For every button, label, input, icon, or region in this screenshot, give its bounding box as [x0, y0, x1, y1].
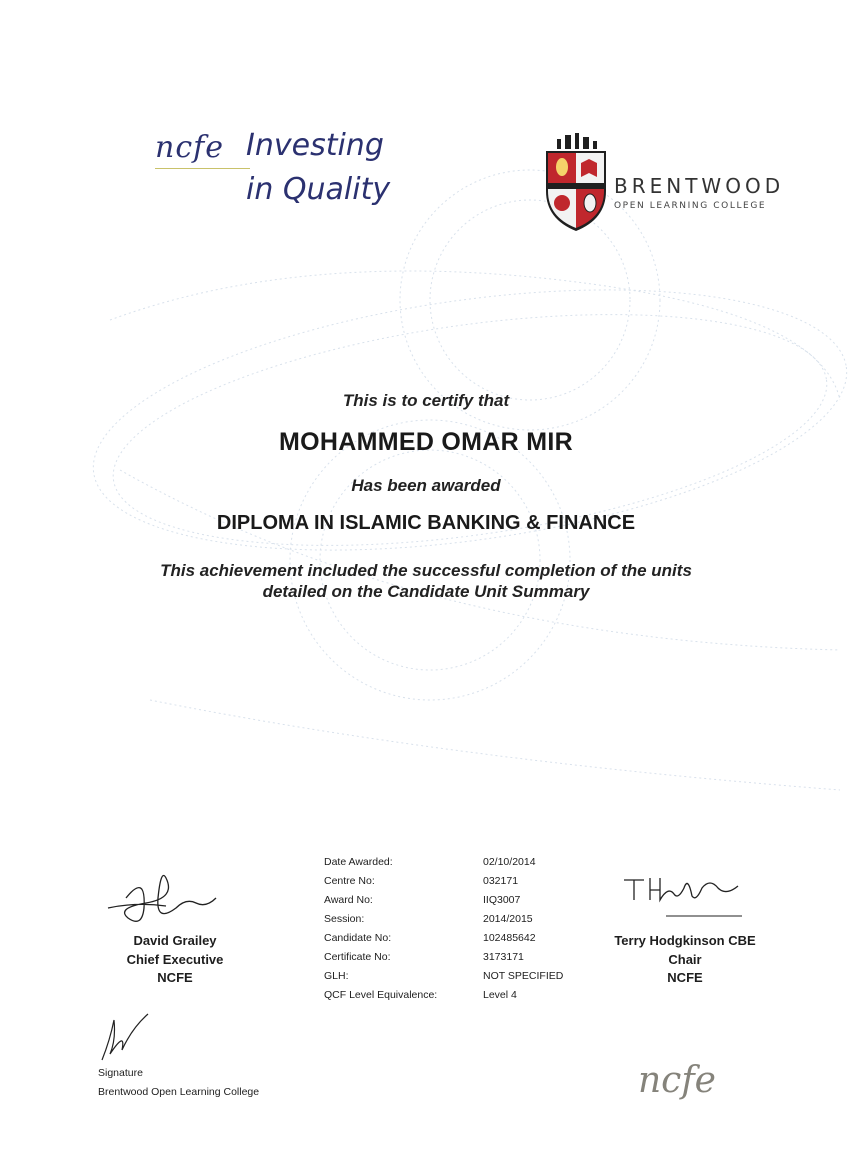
- signatory-left-title: Chief Executive: [126, 951, 224, 967]
- college-signature-label: Signature: [98, 1067, 143, 1079]
- detail-value: 02/10/2014: [483, 856, 536, 868]
- certify-intro: This is to certify that: [342, 391, 510, 410]
- detail-value: NOT SPECIFIED: [483, 970, 564, 982]
- signature-terry-hodgkinson: [618, 866, 748, 922]
- certificate-details: [324, 856, 584, 1008]
- detail-value: IIQ3007: [483, 894, 521, 906]
- logo-divider: [155, 168, 250, 169]
- signatory-right: [600, 932, 770, 988]
- detail-row: [324, 856, 584, 875]
- detail-value: 2014/2015: [483, 913, 533, 925]
- detail-row: [324, 913, 584, 932]
- signatory-right-org: NCFE: [667, 970, 703, 985]
- detail-row: [324, 951, 584, 970]
- ncfe-logo-mark: ncfe: [155, 130, 224, 165]
- qualification-title: DIPLOMA IN ISLAMIC BANKING & FINANCE: [216, 512, 636, 534]
- achievement-line-2: detailed on the Candidate Unit Summary: [262, 582, 590, 601]
- signature-college: [96, 1010, 152, 1064]
- achievement-statement: [0, 560, 852, 602]
- achievement-line-1: This achievement included the successful completion of the units: [160, 561, 692, 580]
- detail-label: Award No:: [324, 894, 373, 906]
- detail-label: Centre No:: [324, 875, 375, 887]
- detail-value: 3173171: [483, 951, 524, 963]
- signatory-right-name: Terry Hodgkinson CBE: [614, 933, 756, 948]
- brentwood-crest-icon: [543, 133, 609, 233]
- recipient-name: MOHAMMED OMAR MIR: [279, 428, 573, 456]
- detail-value: Level 4: [483, 989, 517, 1001]
- detail-row: [324, 989, 584, 1008]
- ncfe-tagline-line1: Investing: [246, 128, 384, 163]
- detail-row: [324, 932, 584, 951]
- detail-label: Candidate No:: [324, 932, 392, 944]
- brentwood-name: BRENTWOOD: [614, 174, 785, 198]
- ncfe-logo: [155, 128, 415, 218]
- awarded-text: Has been awarded: [351, 476, 501, 495]
- signatory-right-title: Chair: [668, 951, 702, 967]
- brentwood-subtitle: OPEN LEARNING COLLEGE: [614, 201, 767, 211]
- college-signature-org: Brentwood Open Learning College: [98, 1086, 260, 1098]
- signatory-left-name: David Grailey: [133, 933, 217, 948]
- detail-row: [324, 894, 584, 913]
- detail-row: [324, 970, 584, 989]
- ncfe-stamp-icon: [632, 1040, 742, 1120]
- ncfe-tagline-line2: in Quality: [246, 172, 391, 207]
- signatory-left-org: NCFE: [157, 970, 193, 985]
- detail-label: Certificate No:: [324, 951, 391, 963]
- detail-value: 102485642: [483, 932, 536, 944]
- detail-label: GLH:: [324, 970, 349, 982]
- signatory-left: [100, 932, 250, 988]
- college-signature-block: [98, 1064, 259, 1102]
- ncfe-stamp: [632, 1040, 742, 1120]
- detail-label: QCF Level Equivalence:: [324, 989, 438, 1001]
- ncfe-stamp-text: ncfe: [638, 1060, 716, 1101]
- detail-row: [324, 875, 584, 894]
- detail-label: Date Awarded:: [324, 856, 393, 868]
- detail-label: Session:: [324, 913, 365, 925]
- detail-value: 032171: [483, 875, 519, 887]
- signature-david-grailey: [106, 868, 228, 930]
